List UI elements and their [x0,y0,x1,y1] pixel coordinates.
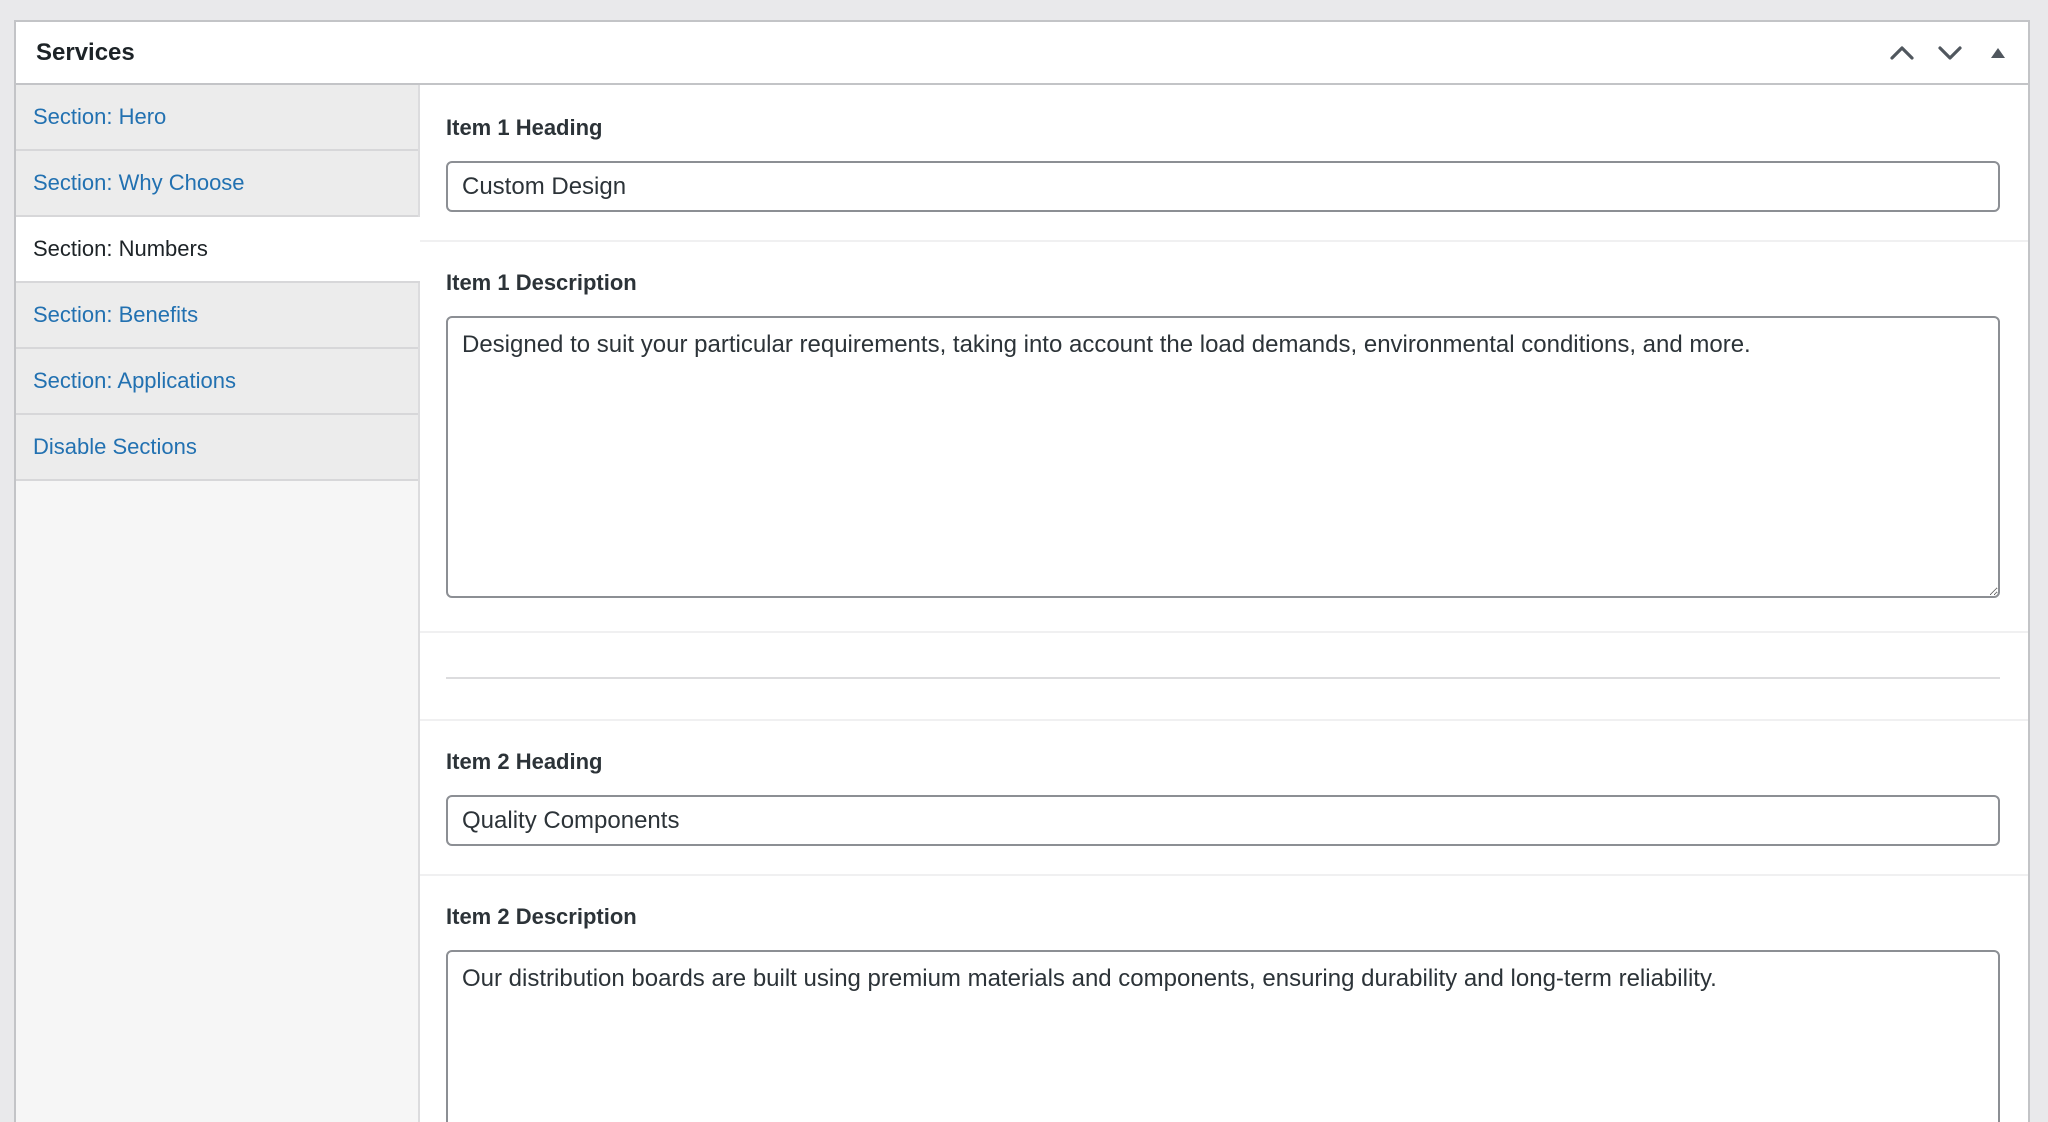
item1-heading-label: Item 1 Heading [446,115,603,140]
metabox-header [16,22,2028,85]
item2-heading-field [420,721,2028,876]
divider-line [446,677,2000,679]
services-metabox [14,20,2030,1122]
item2-description-textarea[interactable] [446,950,2000,1122]
item2-heading-label: Item 2 Heading [446,749,603,774]
field-divider [420,633,2028,721]
tab-list [16,85,418,481]
item1-description-label: Item 1 Description [446,270,637,295]
section-tabs [16,85,420,1122]
item2-heading-input[interactable] [446,795,2000,846]
move-down-button[interactable] [1928,31,1972,75]
item1-description-textarea[interactable] [446,316,2000,598]
metabox-title: Services [36,38,135,66]
move-up-button[interactable] [1880,31,1924,75]
tab-section-applications[interactable]: Section: Applications [16,349,418,415]
tab-section-numbers[interactable]: Section: Numbers [16,217,420,283]
triangle-up-icon [1990,47,2006,59]
toggle-panel-button[interactable] [1976,31,2020,75]
item2-description-field [420,876,2028,1122]
item1-heading-field [420,85,2028,242]
metabox-actions [1880,31,2020,75]
metabox-body [16,85,2028,1122]
chevron-up-icon [1889,45,1915,61]
tab-section-benefits[interactable]: Section: Benefits [16,283,418,349]
tab-section-why-choose[interactable]: Section: Why Choose [16,151,418,217]
chevron-down-icon [1937,45,1963,61]
tab-disable-sections[interactable]: Disable Sections [16,415,418,481]
tab-panel-numbers [420,85,2028,1122]
item2-description-label: Item 2 Description [446,904,637,929]
tab-section-hero[interactable]: Section: Hero [16,85,418,151]
item1-description-field [420,242,2028,633]
item1-heading-input[interactable] [446,161,2000,212]
